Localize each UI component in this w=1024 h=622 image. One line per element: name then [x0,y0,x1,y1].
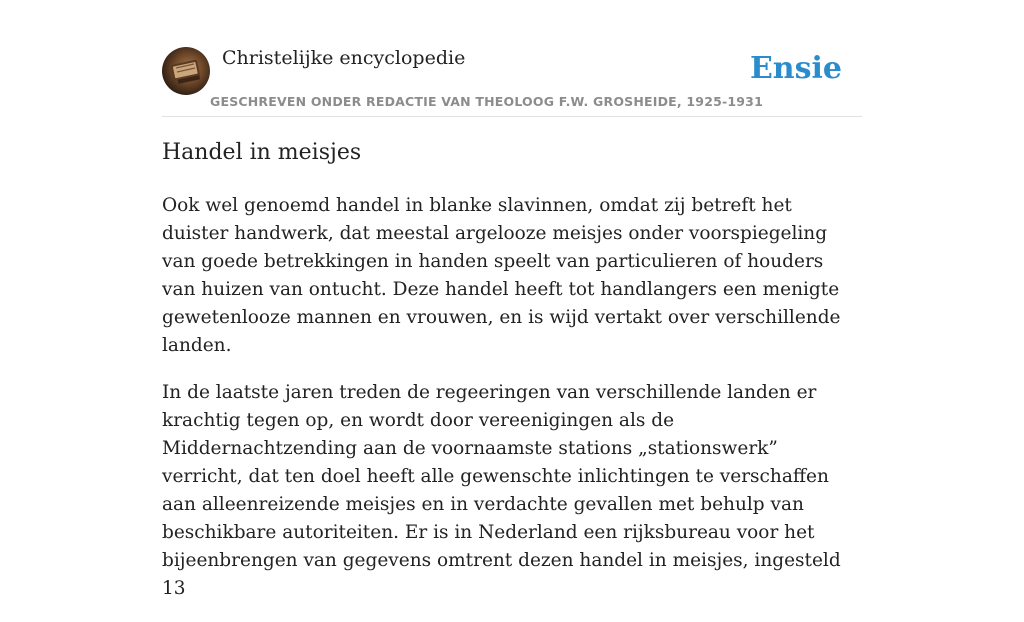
book-avatar-icon[interactable] [162,47,210,95]
site-header [162,46,862,117]
ensie-logo[interactable]: Ensie [749,51,842,86]
article-paragraph: In de laatste jaren treden de regeeringen van verschillende landen er krachtig tegen op, en wordt door vereenigingen als de Middernachtzending aan de voornaamste stations „stationswerk” verricht, dat ten doel heeft alle gewenschte inlichtingen te verschaffen aan alleenreizende meisjes en in verdachte gevallen met behulp van beschikbare autoriteiten. Er is in Nederland een rijksbureau voor het bijeenbrengen van gegevens omtrent dezen handel in meisjes, ingesteld 13 [162,382,841,599]
article-title: Handel in meisjes [162,140,362,165]
site-subtitle: GESCHREVEN ONDER REDACTIE VAN THEOLOOG F.W. GROSHEIDE, 1925-1931 [210,94,763,109]
site-title[interactable]: Christelijke encyclopedie [222,47,466,69]
article-paragraph: Ook wel genoemd handel in blanke slavinnen, omdat zij betreft het duister handwerk, dat meestal argelooze meisjes onder voorspiegeling van goede betrekkingen in handen speelt van particulieren of houders van huizen van ontucht. Deze handel heeft tot handlangers een menigte gewetenlooze mannen en vrouwen, en is wijd vertakt over verschillende landen. [162,195,841,356]
article-body [162,192,862,622]
